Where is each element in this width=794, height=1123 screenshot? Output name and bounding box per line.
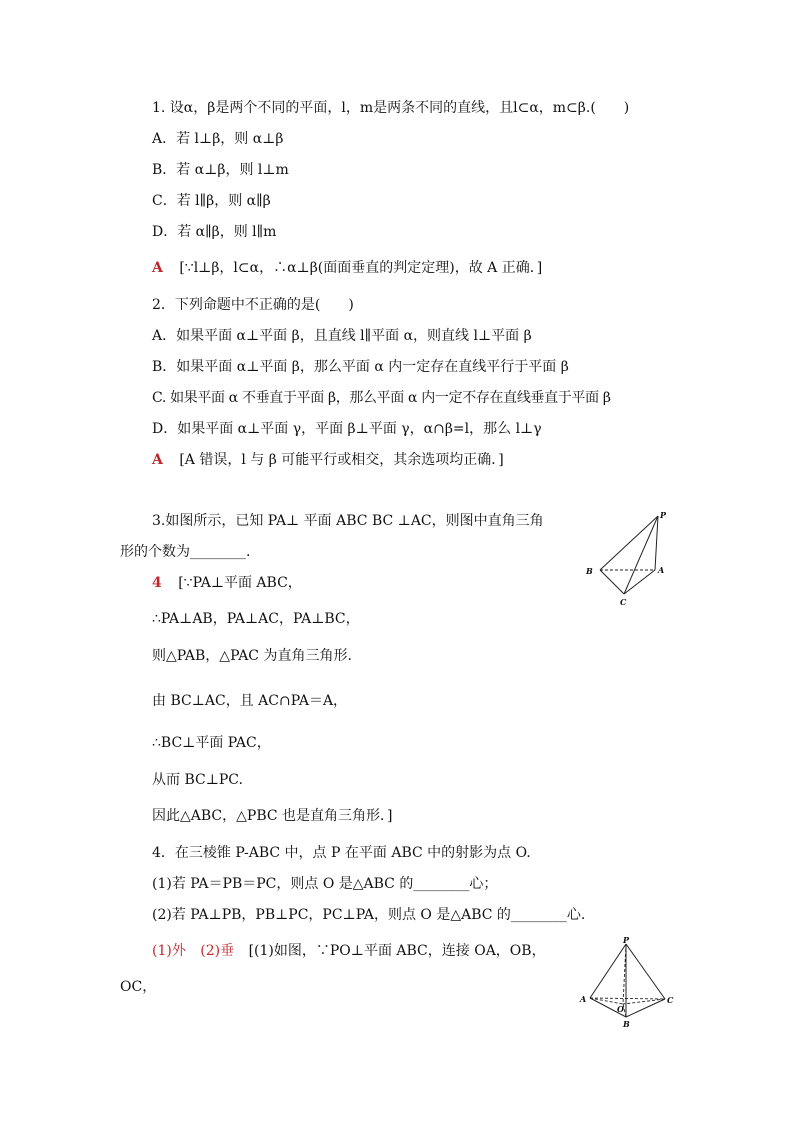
q3-solution-5: 从而 BC⊥PC. bbox=[152, 772, 243, 788]
q2-option-d: D．如果平面 α⊥平面 γ，平面 β⊥平面 γ，α∩β=l，那么 l⊥γ bbox=[152, 421, 542, 437]
q1-option-b: B．若 α⊥β，则 l⊥m bbox=[152, 162, 289, 178]
q2-stem: 2．下列命题中不正确的是( ) bbox=[152, 297, 354, 313]
q4-label-o: O bbox=[617, 1004, 624, 1014]
q1-answer-row bbox=[152, 259, 542, 277]
q4-part2: (2)若 PA⊥PB，PB⊥PC，PC⊥PA，则点 O 是△ABC 的________心. bbox=[152, 907, 586, 923]
q3-answer-row bbox=[152, 574, 302, 592]
q3-label-p: P bbox=[660, 510, 667, 520]
q3-solution-3: 由 BC⊥AC，且 AC∩PA＝A， bbox=[152, 693, 348, 709]
q4-solution-line2: OC， bbox=[120, 979, 157, 995]
q1-explanation: [∵l⊥β，l⊂α，∴α⊥β(面面垂直的判定定理)，故 A 正确．] bbox=[179, 260, 543, 276]
q3-solution-1: ∴PA⊥AB，PA⊥AC，PA⊥BC， bbox=[152, 611, 360, 627]
q3-label-a: A bbox=[658, 565, 665, 575]
q3-solution-6: 因此△ABC，△PBC 也是直角三角形．] bbox=[152, 808, 393, 824]
q3-label-c: C bbox=[620, 597, 627, 607]
q4-answer-2: (2)垂 bbox=[200, 943, 235, 959]
q1-answer-letter: A bbox=[152, 260, 163, 276]
q3-label-b: B bbox=[586, 566, 593, 576]
q4-answer-row bbox=[152, 942, 546, 960]
q3-stem-line2: 形的个数为________. bbox=[120, 544, 251, 560]
q4-pyramid-figure bbox=[576, 934, 680, 1034]
q4-label-p: P bbox=[623, 935, 630, 945]
q2-option-c: C. 如果平面 α 不垂直于平面 β，那么平面 α 内一定不存在直线垂直于平面 β bbox=[152, 390, 611, 406]
q2-explanation: [A 错误，l 与 β 可能平行或相交，其余选项均正确．] bbox=[179, 452, 504, 468]
q4-solution-line1: [(1)如图，∵PO⊥平面 ABC，连接 OA，OB， bbox=[248, 943, 546, 959]
q4-stem: 4．在三棱锥 P-ABC 中，点 P 在平面 ABC 中的射影为点 O. bbox=[152, 845, 531, 861]
q4-label-b: B bbox=[623, 1019, 630, 1029]
q1-stem: 1. 设α，β是两个不同的平面，l，m是两条不同的直线，且l⊂α，m⊂β.( ) bbox=[152, 100, 630, 116]
q3-solution-4: ∴BC⊥平面 PAC， bbox=[152, 735, 271, 751]
q1-option-d: D．若 α∥β，则 l∥m bbox=[152, 224, 277, 240]
q3-answer-letter: 4 bbox=[152, 575, 162, 591]
q4-part1: (1)若 PA＝PB＝PC，则点 O 是△ABC 的________心； bbox=[152, 876, 498, 892]
q3-stem-line1: 3.如图所示，已知 PA⊥ 平面 ABC BC ⊥AC，则图中直角三角 bbox=[152, 513, 544, 529]
q2-option-b: B．如果平面 α⊥平面 β，那么平面 α 内一定存在直线平行于平面 β bbox=[152, 359, 569, 375]
q3-solution-2: 则△PAB，△PAC 为直角三角形. bbox=[152, 648, 352, 664]
q4-label-a: A bbox=[580, 994, 587, 1004]
q4-label-c: C bbox=[667, 995, 674, 1005]
q2-answer-row bbox=[152, 451, 504, 469]
q2-option-a: A．如果平面 α⊥平面 β，且直线 l∥平面 α，则直线 l⊥平面 β bbox=[152, 328, 532, 344]
q2-answer-letter: A bbox=[152, 452, 163, 468]
q1-option-a: A．若 l⊥β，则 α⊥β bbox=[152, 131, 284, 147]
q1-option-c: C．若 l∥β，则 α∥β bbox=[152, 193, 271, 209]
q4-answer-1: (1)外 bbox=[152, 943, 186, 959]
q3-solution-0: [∵PA⊥平面 ABC， bbox=[178, 575, 302, 591]
q3-tetrahedron-figure bbox=[580, 508, 680, 610]
